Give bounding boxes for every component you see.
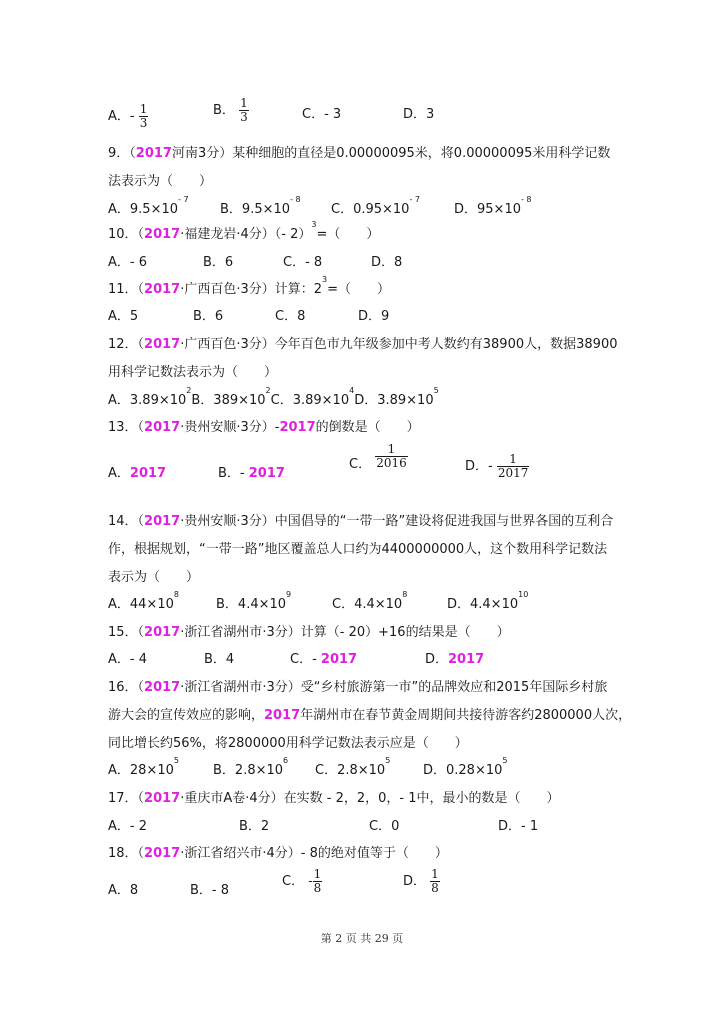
page-footer: 第 2 页 共 29 页 (320, 932, 404, 945)
q9-option-a: A．$9.5\times 10^{- 7}$ (108, 195, 189, 217)
q18-option-d: D． $\frac{1}{8}$ (403, 867, 439, 895)
q13-stem: 13．（2017·贵州安顺·3分）-2017的倒数是（ ） (108, 420, 420, 435)
q10-stem: 10．（2017·福建龙岩·4分）（- 2）$^3$=（ ） (108, 220, 380, 242)
q15-option-d: D．2017 (425, 652, 485, 667)
q12-option-b: B．$389\times 10^2$ (191, 386, 271, 408)
q17-option-a: A．- 2 (108, 819, 147, 834)
q15-option-c: C．- 2017 (290, 652, 358, 667)
q11-stem: 11．（2017·广西百色·3分）计算：$2^3=$（ ） (108, 275, 391, 297)
q18-option-b: B．- 8 (190, 883, 230, 898)
fraction: $\frac{1}{3}$ (139, 102, 148, 130)
q12-options (108, 386, 439, 408)
q16-option-b: B．$2.8\times 10^6$ (213, 756, 289, 778)
q8-option-c: C．- 3 (302, 107, 342, 122)
fraction: $\frac{1}{3}$ (240, 96, 248, 124)
q9-option-c: C．$0.95\times 10^{- 7}$ (331, 195, 420, 217)
q16-stem: 16．（2017·浙江省湖州市·3分）受“乡村旅游第一市”的品牌效应和2015年国际乡村旅 (108, 680, 608, 695)
q14-stem: 14．（2017·贵州安顺·3分）中国倡导的“一带一路”建设将促进我国与世界各国的互利合 (108, 514, 614, 529)
q17-option-d: D．- 1 (498, 819, 539, 834)
q8-option-d: D．3 (403, 107, 435, 122)
q13-option-c: C． $\frac{1}{2016}$ (349, 442, 407, 472)
q16-stem-line2: 游大会的宣传效应的影响，2017年湖州市在春节黄金周期间共接待游客约2800000人次， (108, 708, 632, 723)
q16-stem-line3: 同比增长约56%，将2800000用科学记数法表示应是（ ） (108, 736, 468, 751)
q13-option-a: A．2017 (108, 466, 167, 481)
q18-option-c: C． - $\frac{1}{8}$ (282, 867, 322, 895)
q12-stem-line2: 用科学记数法表示为（ ） (108, 365, 278, 380)
q14-option-d: D．$4.4\times 10^{10}$ (447, 590, 529, 612)
q11-option-c: C．8 (275, 309, 306, 324)
fraction: $\frac{1}{8}$ (313, 867, 322, 895)
fraction: $\frac{1}{2016}$ (376, 442, 407, 470)
q14-option-b: B．$4.4\times 10^9$ (216, 590, 292, 612)
q18-option-a: A．8 (108, 883, 139, 898)
q12-option-c: C．$3.89\times 10^4$ (270, 386, 355, 408)
q14-option-c: C．$4.4\times 10^8$ (332, 590, 408, 612)
q10-option-d: D．8 (371, 255, 403, 270)
q10-option-b: B．6 (203, 255, 234, 270)
q9-stem: 9．（2017河南3分）某种细胞的直径是0.00000095米，将0.00000095米用科学记数 (108, 146, 611, 161)
q11-option-d: D．9 (358, 309, 390, 324)
q12-option-a: A．$3.89\times 10^2$ (108, 386, 192, 408)
q13-option-d: D．- $\frac{1}{2017}$ (465, 452, 529, 480)
q14-stem-line3: 表示为（ ） (108, 570, 200, 585)
q16-option-d: D．$0.28\times 10^5$ (423, 756, 508, 778)
q14-option-a: A．$44\times 10^8$ (108, 590, 179, 612)
q16-option-c: C．$2.8\times 10^5$ (315, 756, 391, 778)
q11-option-b: B．6 (193, 309, 224, 324)
q9-stem-line2: 法表示为（ ） (108, 174, 213, 189)
q16-option-a: A．$28\times 10^5$ (108, 756, 179, 778)
q17-option-b: B．2 (239, 819, 270, 834)
q15-option-a: A．- 4 (108, 652, 147, 667)
q13-option-b: B．- 2017 (218, 466, 285, 481)
q11-option-a: A．5 (108, 309, 139, 324)
q12-stem: 12．（2017·广西百色·3分）今年百色市九年级参加中考人数约有38900人，数据38900 (108, 337, 618, 352)
fraction: $\frac{1}{2017}$ (497, 452, 529, 480)
q8-option-a: A．- $\frac{1}{3}$ (108, 102, 148, 130)
q15-stem: 15．（2017·浙江省湖州市·3分）计算（- 20）+16的结果是（ ） (108, 625, 510, 640)
q14-stem-line2: 作，根据规划，“一带一路”地区覆盖总人口约为4400000000人，这个数用科学记数法 (108, 542, 608, 557)
q15-option-b: B．4 (204, 652, 235, 667)
fraction: $\frac{1}{8}$ (431, 867, 439, 895)
q17-stem: 17．（2017·重庆市A卷·4分）在实数 - 2，2，0，- 1中，最小的数是（ ） (108, 791, 560, 806)
q10-option-c: C．- 8 (283, 255, 323, 270)
q8-option-b: B． $\frac{1}{3}$ (213, 96, 248, 124)
q9-option-d: D．$95\times 10^{- 8}$ (454, 195, 532, 217)
q18-stem: 18．（2017·浙江省绍兴市·4分）- 8的绝对值等于（ ） (108, 846, 448, 861)
q17-option-c: C．0 (369, 819, 400, 834)
q10-option-a: A．- 6 (108, 255, 147, 270)
q12-option-d: D．$3.89\times 10^5$ (354, 386, 439, 408)
q9-option-b: B．$9.5\times 10^{- 8}$ (220, 195, 301, 217)
